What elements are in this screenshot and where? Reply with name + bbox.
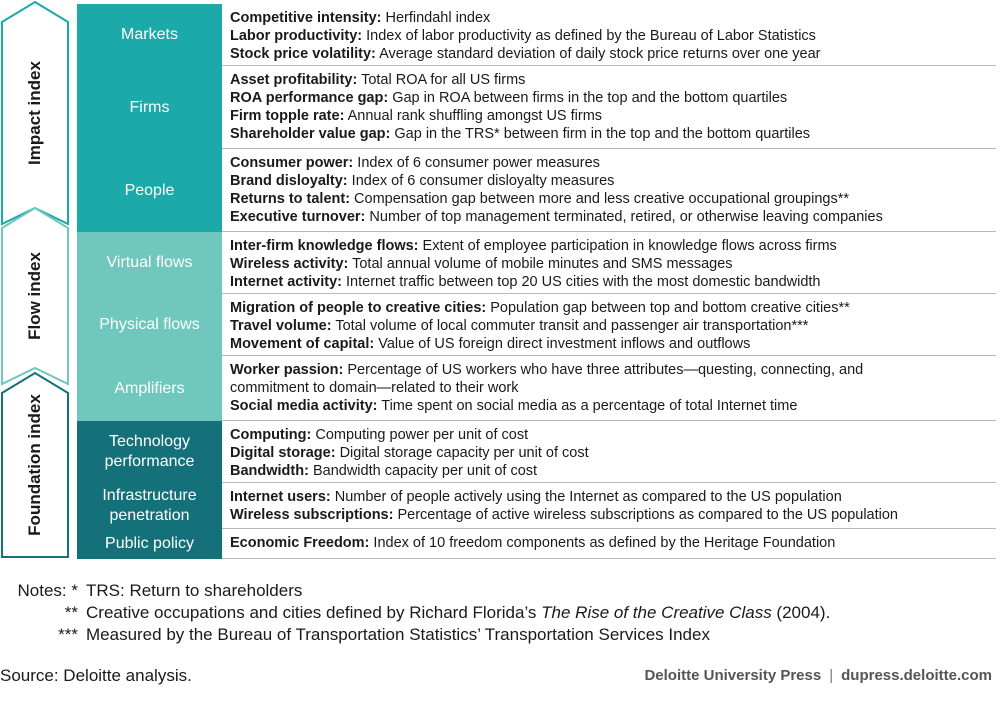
metric-line: [230, 27, 996, 45]
flow-index-arrow: [0, 206, 70, 386]
category-label: Public policy: [105, 535, 194, 552]
table-row-people: [77, 149, 996, 232]
book-title: The Rise of the Creative Class: [541, 603, 772, 622]
metric-term: Internet activity:: [230, 274, 342, 290]
flow-index-label: Flow index: [25, 252, 44, 340]
category-label: Virtual flows: [106, 254, 193, 271]
category-cell: [77, 66, 222, 149]
metric-term: Competitive intensity:: [230, 10, 382, 26]
category-label: performance: [104, 453, 195, 470]
metric-description: Number of top management terminated, retired, or otherwise leaving companies: [365, 209, 883, 225]
table-row-markets: [77, 4, 996, 66]
category-cell: [77, 232, 222, 294]
category-label: People: [124, 181, 175, 199]
metric-term: Social media activity:: [230, 398, 378, 414]
footnote-text-part: (2004).: [771, 603, 831, 622]
metric-term: Brand disloyalty:: [230, 173, 348, 189]
metric-description: Total annual volume of mobile minutes and SMS messages: [348, 256, 733, 272]
metric-line: [230, 534, 996, 552]
category-label: Physical flows: [99, 316, 200, 333]
metric-line: [230, 208, 996, 226]
metric-line: [230, 397, 996, 415]
metric-term: Labor productivity:: [230, 28, 363, 44]
metric-line: [230, 172, 996, 190]
credit-separator: |: [829, 667, 834, 684]
impact-index-arrow: [0, 0, 70, 226]
metric-term: Consumer power:: [230, 155, 354, 171]
category-cell: [77, 294, 222, 356]
publisher-name: Deloitte University Press: [644, 667, 822, 684]
metric-description: Percentage of US workers who have three attributes—questing, connecting, and commitment to domain—related to their work: [230, 362, 864, 396]
metric-term: Shareholder value gap:: [230, 126, 391, 142]
footnote-text: [86, 602, 830, 624]
metric-line: [230, 9, 996, 27]
foundation-index-arrow: [0, 371, 70, 559]
metric-description: Number of people actively using the Internet as compared to the US population: [330, 489, 842, 505]
category-cell: [77, 356, 222, 421]
metric-description: Bandwidth capacity per unit of cost: [308, 463, 538, 479]
metric-term: Digital storage:: [230, 445, 336, 461]
category-label: Infrastructure: [102, 487, 197, 504]
description-cell: [222, 232, 996, 294]
metric-description: Gap in the TRS* between firm in the top and the bottom quartiles: [390, 126, 811, 142]
metric-description: Gap in ROA between firms in the top and the bottom quartiles: [388, 90, 788, 106]
metric-line: [230, 317, 996, 335]
category-label: Firms: [129, 98, 170, 116]
impact-index-label: Impact index: [25, 61, 44, 165]
category-label: Markets: [121, 26, 178, 43]
metric-term: Wireless activity:: [230, 256, 349, 272]
metric-description: Herfindahl index: [381, 10, 491, 26]
metric-line: [230, 45, 996, 63]
foundation-index-label: Foundation index: [25, 394, 44, 536]
table-row-virtual-flows: [77, 232, 996, 294]
metric-line: [230, 154, 996, 172]
footnote-marker: ***: [58, 625, 78, 644]
metric-line: [230, 107, 996, 125]
metric-term: Asset profitability:: [230, 72, 358, 88]
description-cell: [222, 483, 996, 529]
category-cell: [77, 483, 222, 529]
publisher-url[interactable]: dupress.deloitte.com: [841, 667, 992, 684]
table-row-technology-performance: [77, 421, 996, 483]
metric-description: Digital storage capacity per unit of cost: [335, 445, 589, 461]
description-cell: [222, 294, 996, 356]
table-row-infrastructure-penetration: [77, 483, 996, 529]
metric-line: [230, 462, 996, 480]
metric-description: Index of 6 consumer disloyalty measures: [347, 173, 615, 189]
metric-line: [230, 125, 996, 143]
footnote-marker: Notes: *: [17, 581, 78, 600]
description-cell: [222, 66, 996, 149]
metric-term: ROA performance gap:: [230, 90, 389, 106]
footnote: [8, 624, 830, 646]
metric-description: Computing power per unit of cost: [311, 427, 529, 443]
metric-description: Percentage of active wireless subscriptions as compared to the US population: [393, 507, 899, 523]
footnotes: [8, 580, 830, 646]
footnote-text: TRS: Return to shareholders: [86, 581, 303, 600]
metric-description: Index of 6 consumer power measures: [353, 155, 600, 171]
description-cell: [222, 4, 996, 66]
metric-line: [230, 190, 996, 208]
footnote-marker: **: [64, 603, 78, 622]
metric-line: [230, 361, 996, 397]
metric-description: Average standard deviation of daily stock price returns over one year: [375, 46, 821, 62]
description-cell: [222, 149, 996, 232]
metric-description: Extent of employee participation in knowledge flows across firms: [418, 238, 837, 254]
metric-description: Value of US foreign direct investment inflows and outflows: [374, 336, 751, 352]
publisher-credit: [644, 667, 992, 684]
category-label: penetration: [109, 507, 190, 524]
metric-description: Time spent on social media as a percentage of total Internet time: [377, 398, 798, 414]
metric-term: Movement of capital:: [230, 336, 375, 352]
table-row-public-policy: [77, 529, 996, 559]
category-cell: [77, 149, 222, 232]
metric-term: Travel volume:: [230, 318, 332, 334]
description-cell: [222, 529, 996, 559]
source-note: Source: Deloitte analysis.: [0, 666, 192, 685]
table-row-firms: [77, 66, 996, 149]
metric-description: Index of 10 freedom components as defined by the Heritage Foundation: [369, 535, 836, 551]
footnote: [8, 602, 830, 624]
metric-description: Index of labor productivity as defined by the Bureau of Labor Statistics: [362, 28, 816, 44]
metric-term: Computing:: [230, 427, 312, 443]
metric-term: Migration of people to creative cities:: [230, 300, 487, 316]
category-cell: [77, 529, 222, 559]
table-row-amplifiers: [77, 356, 996, 421]
metric-line: [230, 273, 996, 291]
metric-term: Firm topple rate:: [230, 108, 345, 124]
metric-line: [230, 255, 996, 273]
footnote-text: Measured by the Bureau of Transportation Statistics’ Transportation Services Index: [86, 625, 710, 644]
metric-term: Economic Freedom:: [230, 535, 370, 551]
metric-description: Population gap between top and bottom creative cities**: [486, 300, 850, 316]
footnote: [8, 580, 830, 602]
metric-line: [230, 426, 996, 444]
metric-term: Returns to talent:: [230, 191, 351, 207]
metric-description: Total volume of local commuter transit and passenger air transportation***: [331, 318, 809, 334]
metric-line: [230, 237, 996, 255]
metric-term: Executive turnover:: [230, 209, 366, 225]
metric-term: Worker passion:: [230, 362, 344, 378]
description-cell: [222, 421, 996, 483]
category-label: Technology: [109, 433, 190, 450]
table-row-physical-flows: [77, 294, 996, 356]
metric-description: Internet traffic between top 20 US cities with the most domestic bandwidth: [342, 274, 821, 290]
metric-line: [230, 506, 996, 524]
metric-description: Total ROA for all US firms: [357, 72, 526, 88]
metric-line: [230, 89, 996, 107]
metric-term: Inter-firm knowledge flows:: [230, 238, 419, 254]
metric-term: Bandwidth:: [230, 463, 309, 479]
metric-line: [230, 488, 996, 506]
metric-description: Compensation gap between more and less creative occupational groupings**: [350, 191, 849, 207]
description-cell: [222, 356, 996, 421]
metric-term: Wireless subscriptions:: [230, 507, 394, 523]
category-label: Amplifiers: [114, 379, 185, 397]
category-cell: [77, 4, 222, 66]
metric-line: [230, 335, 996, 353]
category-cell: [77, 421, 222, 483]
metric-term: Internet users:: [230, 489, 331, 505]
metric-line: [230, 299, 996, 317]
metric-description: Annual rank shuffling amongst US firms: [344, 108, 603, 124]
metric-line: [230, 444, 996, 462]
footnote-text-part: Creative occupations and cities defined by Richard Florida’s: [86, 603, 542, 622]
metric-term: Stock price volatility:: [230, 46, 376, 62]
metric-line: [230, 71, 996, 89]
